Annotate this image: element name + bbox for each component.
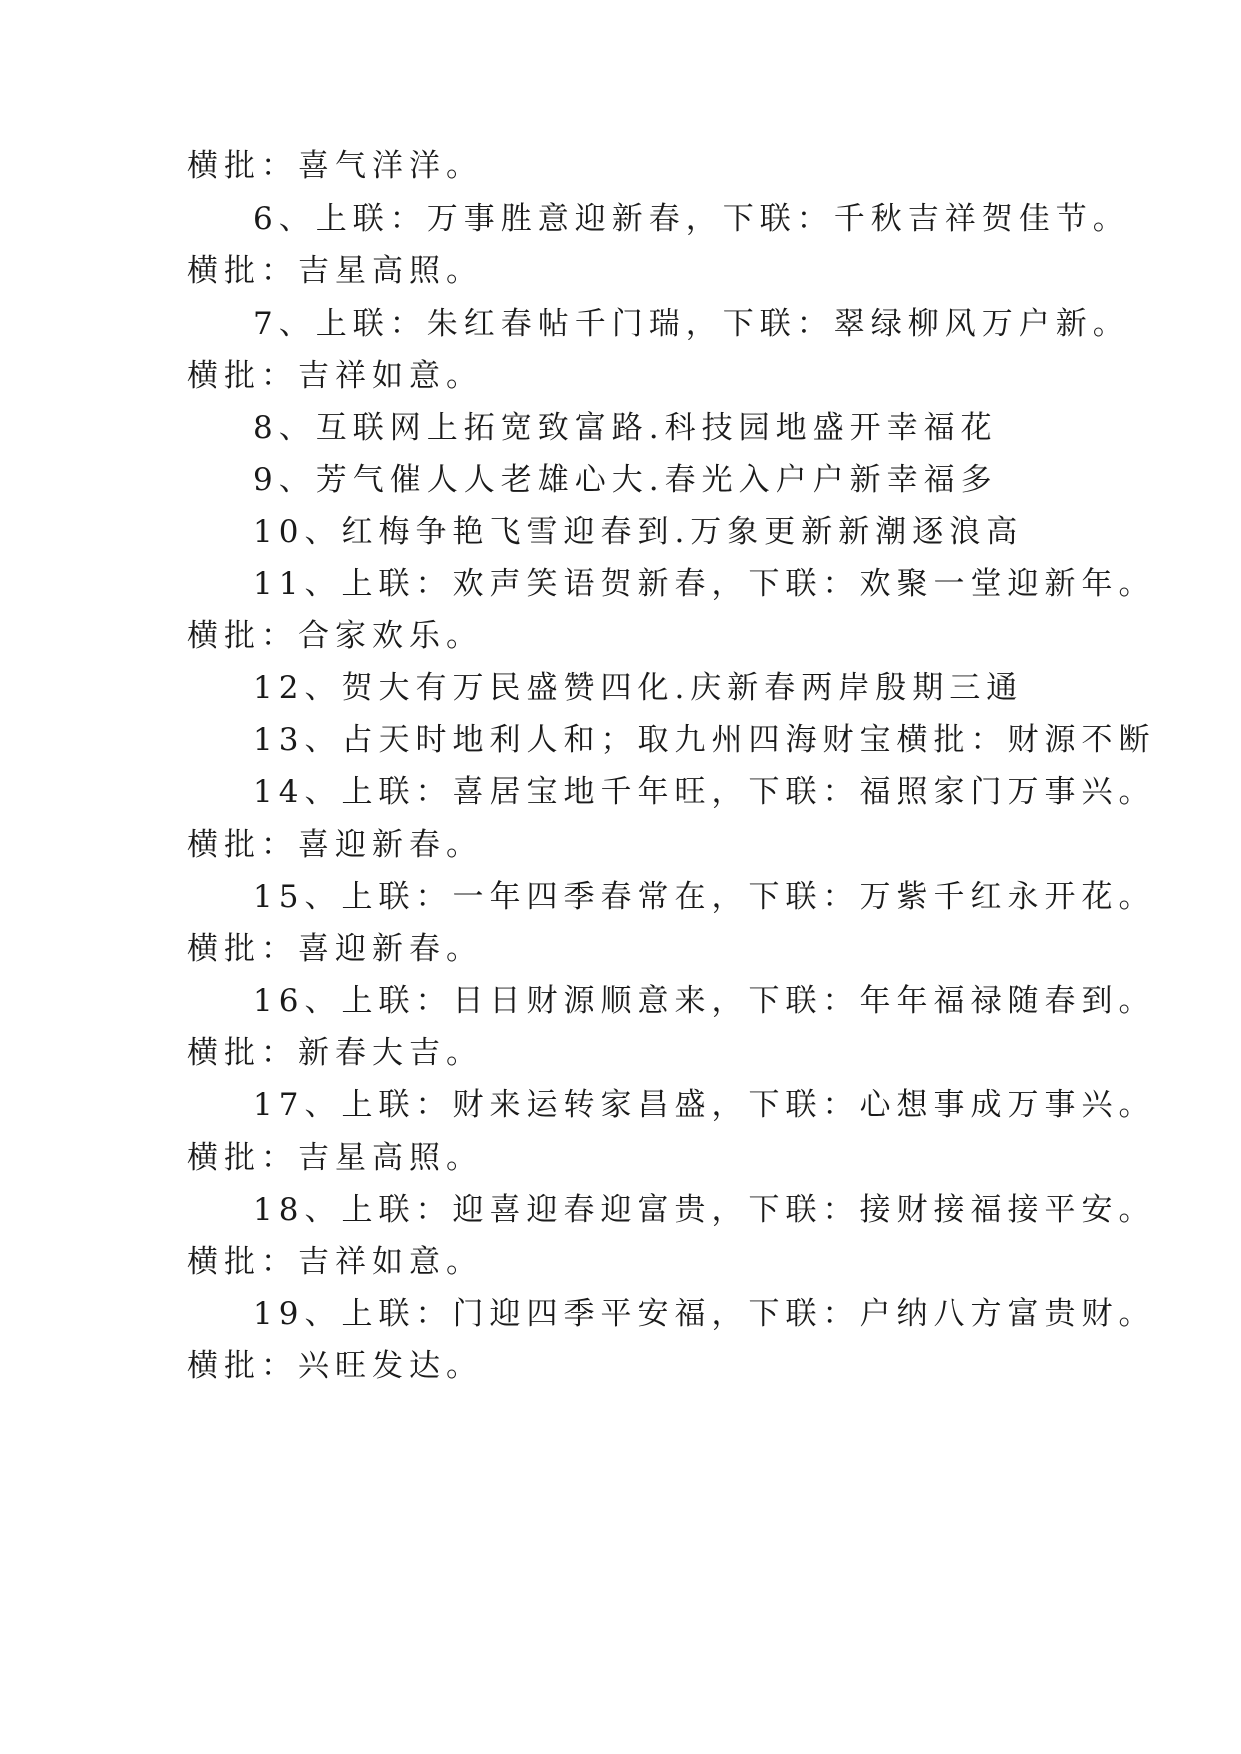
text-line: 横批：兴旺发达。 (187, 1348, 483, 1384)
text-line: 13、占天时地利人和；取九州四海财宝横批：财源不断 (253, 722, 1156, 758)
text-line: 16、上联：日日财源顺意来，下联：年年福禄随春到。 (253, 983, 1156, 1019)
text-line: 横批：吉星高照。 (187, 1140, 483, 1176)
text-line: 17、上联：财来运转家昌盛，下联：心想事成万事兴。 (253, 1087, 1156, 1123)
text-line: 7、上联：朱红春帖千门瑞，下联：翠绿柳风万户新。 (253, 306, 1130, 342)
text-line: 18、上联：迎喜迎春迎富贵，下联：接财接福接平安。 (253, 1192, 1156, 1228)
text-line: 14、上联：喜居宝地千年旺，下联：福照家门万事兴。 (253, 774, 1156, 810)
text-line: 横批：喜迎新春。 (187, 827, 483, 863)
text-line: 横批：吉星高照。 (187, 253, 483, 289)
text-line: 9、芳气催人人老雄心大.春光入户户新幸福多 (253, 462, 998, 498)
text-line: 横批：吉祥如意。 (187, 358, 483, 394)
text-line: 12、贺大有万民盛赞四化.庆新春两岸殷期三通 (253, 670, 1024, 706)
text-line: 10、红梅争艳飞雪迎春到.万象更新新潮逐浪高 (253, 514, 1024, 550)
text-line: 横批：吉祥如意。 (187, 1244, 483, 1280)
text-line: 19、上联：门迎四季平安福，下联：户纳八方富贵财。 (253, 1296, 1156, 1332)
text-line: 8、互联网上拓宽致富路.科技园地盛开幸福花 (253, 410, 998, 446)
text-line: 横批：喜气洋洋。 (187, 148, 483, 184)
text-line: 6、上联：万事胜意迎新春，下联：千秋吉祥贺佳节。 (253, 201, 1130, 237)
text-line: 横批：新春大吉。 (187, 1035, 483, 1071)
text-line: 横批：喜迎新春。 (187, 931, 483, 967)
text-line: 横批：合家欢乐。 (187, 618, 483, 654)
text-line: 15、上联：一年四季春常在，下联：万紫千红永开花。 (253, 879, 1156, 915)
text-line: 11、上联：欢声笑语贺新春，下联：欢聚一堂迎新年。 (253, 566, 1156, 602)
